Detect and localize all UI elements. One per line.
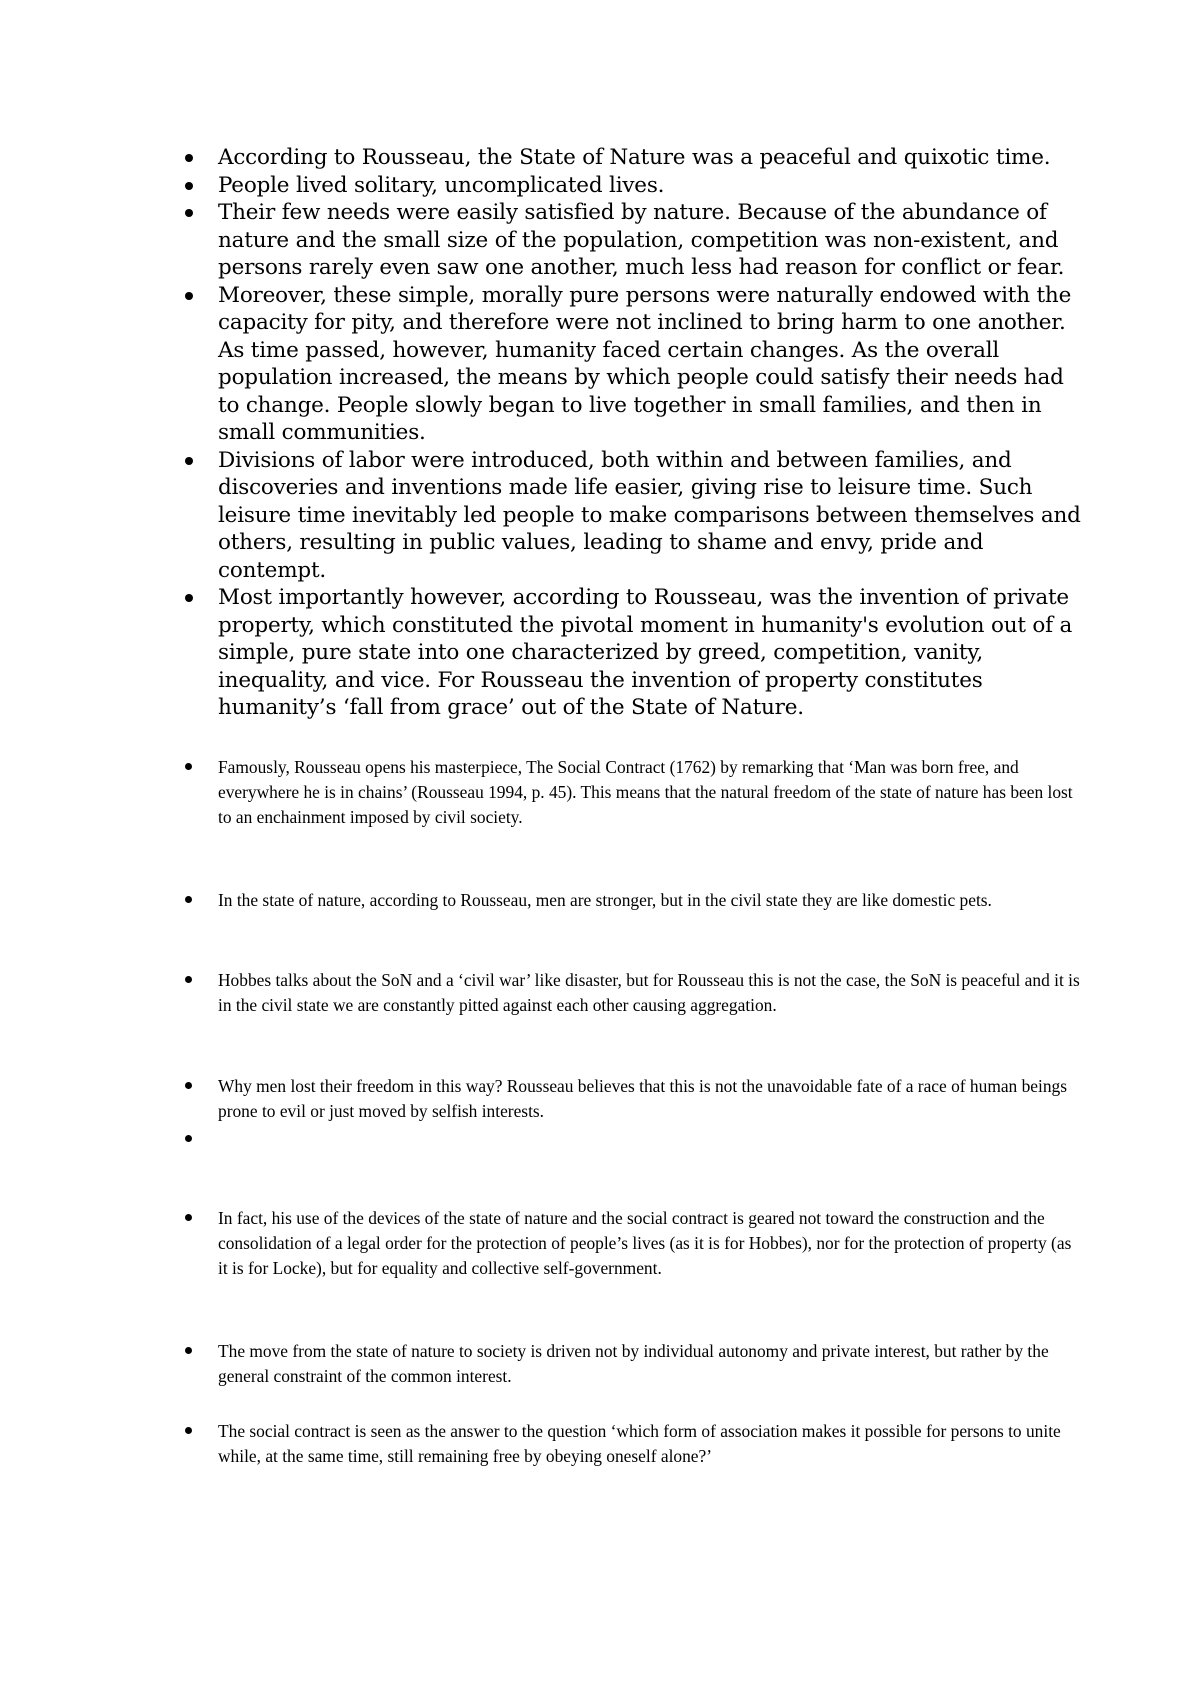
- bullet-icon: [185, 1347, 192, 1354]
- list-item-text: In fact, his use of the devices of the state of nature and the social contract is geared not toward the construction and the consolidation of a legal order for the protection of people’s lives (as it is for Hobbes), nor for the protection of property (as it is for Locke), but for equality and collective self-government.: [218, 1208, 1072, 1278]
- bullet-list-small: [183, 0, 1083, 1698]
- list-item: [183, 755, 1083, 830]
- list-item: [183, 888, 1083, 913]
- list-item: [183, 1074, 1083, 1124]
- list-item-text: People lived solitary, uncomplicated lives.: [218, 172, 665, 198]
- list-item: [183, 1419, 1083, 1469]
- list-item-text: The move from the state of nature to society is driven not by individual autonomy and private interest, but rather by the general constraint of the common interest.: [218, 1341, 1049, 1386]
- list-item: [183, 1339, 1083, 1389]
- list-item-text: Divisions of labor were introduced, both within and between families, and discoveries and inventions made life easier, giving rise to leisure time. Such leisure time inevitably led people to make comparisons between themselves and others, resulting in public values, leading to shame and envy, pride and contempt.: [218, 447, 1081, 583]
- bullet-icon: [185, 1082, 192, 1089]
- list-item-text: Hobbes talks about the SoN and a ‘civil war’ like disaster, but for Rousseau this is not the case, the SoN is peaceful and it is in the civil state we are constantly pitted against each other causing aggregation.: [218, 970, 1080, 1015]
- bullet-icon: [185, 976, 192, 983]
- bullet-icon: [185, 1135, 192, 1142]
- list-item-text: Famously, Rousseau opens his masterpiece, The Social Contract (1762) by remarking that ‘Man was born free, and everywhere he is in chains’ (Rousseau 1994, p. 45). This means that the natural freedom of the state of nature has been lost to an enchainment imposed by civil society.: [218, 757, 1073, 827]
- list-item: [183, 968, 1083, 1018]
- list-item-text: Most importantly however, according to Rousseau, was the invention of private property, which constituted the pivotal moment in humanity's evolution out of a simple, pure state into one characterized by greed, competition, vanity, inequality, and vice. For Rousseau the invention of property constitutes humanity’s ‘fall from grace’ out of the State of Nature.: [218, 585, 1073, 720]
- bullet-icon: [185, 763, 192, 770]
- list-item-text: The social contract is seen as the answer to the question ‘which form of association makes it possible for persons to unite while, at the same time, still remaining free by obeying oneself alone?’: [218, 1421, 1061, 1466]
- list-item-text: Moreover, these simple, morally pure persons were naturally endowed with the capacity for pity, and therefore were not inclined to bring harm to one another. As time passed, however, humanity faced certain changes. As the overall population increased, the means by which people could satisfy their needs had to change. People slowly began to live together in small families, and then in small communities.: [218, 282, 1072, 445]
- list-item-text: Their few needs were easily satisfied by nature. Because of the abundance of nature and the small size of the population, competition was non-existent, and persons rarely even saw one another, much less had reason for conflict or fear.: [218, 200, 1065, 280]
- list-item: [183, 1206, 1083, 1281]
- list-item-text: According to Rousseau, the State of Nature was a peaceful and quixotic time.: [218, 145, 1051, 170]
- bullet-icon: [185, 896, 192, 903]
- bullet-icon: [185, 1427, 192, 1434]
- list-item-text: Why men lost their freedom in this way? Rousseau believes that this is not the unavoidable fate of a race of human beings prone to evil or just moved by selfish interests.: [218, 1076, 1068, 1121]
- list-item-text: In the state of nature, according to Rousseau, men are stronger, but in the civil state they are like domestic pets.: [218, 890, 992, 910]
- bullet-icon: [185, 1214, 192, 1221]
